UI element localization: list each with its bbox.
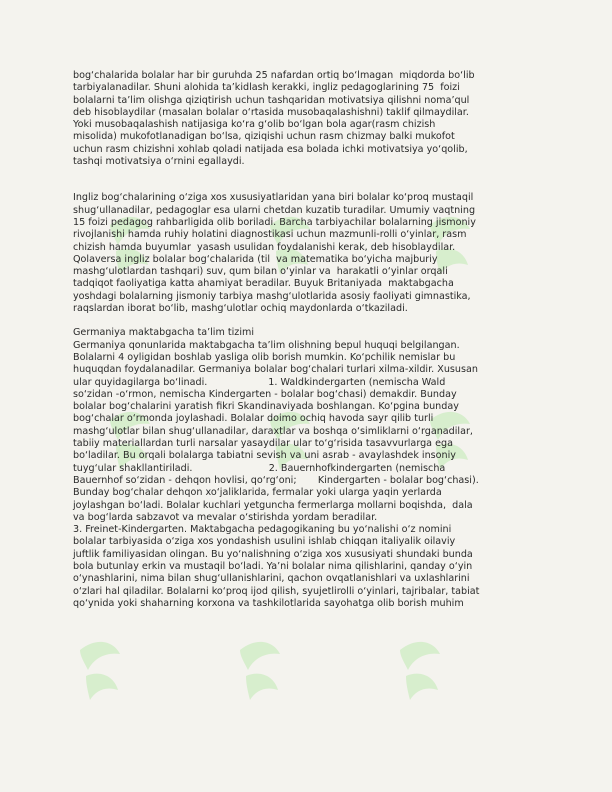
text-line: yoshdagi bolalarning jismoniy tarbiya mashg‘ulotlarida asosiy faoliyati gimnastika,	[73, 290, 471, 302]
text-line: deb hisoblaydilar (masalan bolalar o‘rtasida musobaqalashishni) taklif qilmaydilar.	[73, 106, 469, 118]
text-line: tabiiy materiallardan turli narsalar yasaydilar ular to‘g‘risida tasavvurlarga ega	[73, 438, 453, 450]
text-line: 15 foizi pedagog rahbarligida olib boriladi. Barcha tarbiyachilar bolalarning jismoniy	[73, 216, 476, 228]
leaf-logo-icon	[400, 642, 440, 700]
text-line: Qolaversa ingliz bolalar bog‘chalarida (til va matematika bo‘yicha majburiy	[73, 253, 438, 265]
text-line: misolida) mukofotlanadigan bo‘lsa, qiziqishi uchun rasm chizmay balki mukofot	[73, 131, 455, 143]
paragraph-motivation	[73, 70, 553, 168]
text-line: shug‘ullanadilar, pedagoglar esa ularni chetdan kuzatib turadilar. Umumiy vaqtning	[73, 204, 476, 216]
text-line: so‘zidan -o‘rmon, nemischa Kindergarten - bolalar bog‘chasi) demakdir. Bunday	[73, 388, 457, 400]
text-line: bola butunlay erkin va mustaqil bo‘ladi. Ya’ni bolalar nima qilishlarini, qanday o‘yin	[73, 560, 473, 572]
text-line: ular quyidagilarga bo‘linadi. 1. Waldkindergarten (nemischa Wald	[73, 376, 446, 388]
text-line: bolalarni ta’lim olishga qiziqtirish uchun tashqaridan motivatsiya qilishni noma’qul	[73, 94, 470, 106]
text-line: Bauernhof so‘zidan - dehqon hovlisi, qo‘rg‘oni; Kindergarten - bolalar bog‘chasi).	[73, 474, 479, 486]
text-line: bog‘chalar o‘rmonda joylashadi. Bolalar doimo ochiq havoda sayr qilib turli	[73, 413, 434, 425]
text-line: 3. Freinet-Kindergarten. Maktabgacha pedagogikaning bu yo‘nalishi o‘z nomini	[73, 524, 452, 536]
text-line: bog‘chalarida bolalar har bir guruhda 25 nafardan ortiq bo‘lmagan miqdorda bo‘lib	[73, 70, 475, 81]
text-line: Bunday bog‘chalar dehqon xo‘jaliklarida, fermalar yoki ularga yaqin yerlarda	[73, 487, 442, 499]
text-line: Ingliz bog‘chalarining o‘ziga xos xususiyatlaridan yana biri bolalar ko‘proq mustaqil	[73, 192, 474, 204]
text-line: Bolalarni 4 oyligidan boshlab yasliga olib borish mumkin. Ko‘pchilik nemislar bu	[73, 351, 456, 363]
paragraph-english-kindergartens	[73, 192, 553, 315]
text-line: qo‘ynida yoki shaharning korxona va tashkilotlarida sayohatga olib borish muhim	[73, 597, 464, 609]
document-body	[73, 70, 553, 610]
text-line: mashg‘ulotlardan tashqari) suv, qum bilan o‘yinlar va harakatli o‘yinlar orqali	[73, 266, 448, 278]
section-heading: Germaniya maktabgacha ta’lim tizimi	[73, 327, 255, 339]
text-line: tuyg‘ular shakllantiriladi. 2. Bauernhofkindergarten (nemischa	[73, 462, 446, 474]
text-line: chizish hamda buyumlar yasash usulidan foydalanishi kerak, deb hisoblaydilar.	[73, 241, 456, 253]
text-line: juftlik familiyasidan olingan. Bu yo‘nalishning o‘ziga xos xususiyati shundaki bunda	[73, 548, 473, 560]
text-line: Germaniya qonunlarida maktabgacha ta’lim olishning bepul huquqi belgilangan.	[73, 339, 460, 351]
text-line: tadqiqot faoliyatiga katta ahamiyat beradilar. Buyuk Britaniyada maktabgacha	[73, 278, 454, 290]
text-line: o‘ynashlarini, nima bilan shug‘ullanishlarini, qachon ovqatlanishlari va uxlashlarini	[73, 573, 470, 585]
paragraph-germany-system	[73, 327, 553, 610]
text-line: bolalar bog‘chalarini yaratish fikri Skandinaviyada boshlangan. Ko‘pgina bunday	[73, 401, 459, 413]
text-line: va bog‘larda sabzavot va mevalar o‘stirishda yordam beradilar.	[73, 511, 378, 523]
text-line: huquqdan foydalanadilar. Germaniya bolalar bog‘chalari turlari xilma-xildir. Xususan	[73, 364, 478, 376]
text-line: joylashgan bo‘ladi. Bolalar kuchlari yetguncha fermerlarga mollarni boqishda, dala	[73, 499, 473, 511]
text-line: rivojlanishi hamda ruhiy holatini diagnostikasi uchun mazmunli-rolli o‘yinlar, rasm	[73, 229, 467, 241]
text-line: o‘zlari hal qiladilar. Bolalarni ko‘proq ijod qilish, syujetlirolli o‘yinlari, tajribalar, tabiat	[73, 585, 480, 597]
leaf-logo-icon	[240, 642, 280, 700]
leaf-logo-icon	[80, 642, 120, 700]
text-line: tashqi motivatsiya o‘rnini egallaydi.	[73, 156, 245, 168]
text-line: Yoki musobaqalashish natijasiga ko‘ra g‘olib bo‘lgan bola agar(rasm chizish	[73, 119, 436, 131]
text-line: mashg‘ulotlar bilan shug‘ullanadilar, daraxtlar va boshqa o‘simliklarni o‘rganadilar,	[73, 425, 473, 437]
text-line: uchun rasm chizishni xohlab qoladi natijada esa bolada ichki motivatsiya yo‘qolib,	[73, 143, 468, 155]
text-line: bolalar tarbiyasida o‘ziga xos yondashish usulini ishlab chiqqan italiyalik oilaviy	[73, 536, 456, 548]
text-line: raqslardan iborat bo‘lib, mashg‘ulotlar ochiq maydonlarda o‘tkaziladi.	[73, 303, 408, 315]
text-line: bo‘ladilar. Bu orqali bolalarga tabiatni sevish va uni asrab - avaylashdek insoniy	[73, 450, 456, 462]
paragraph-spacer	[73, 168, 553, 192]
paragraph-spacer	[73, 315, 553, 327]
text-line: tarbiyalanadilar. Shuni alohida ta’kidlash kerakki, ingliz pedagoglarining 75 foizi	[73, 82, 460, 94]
